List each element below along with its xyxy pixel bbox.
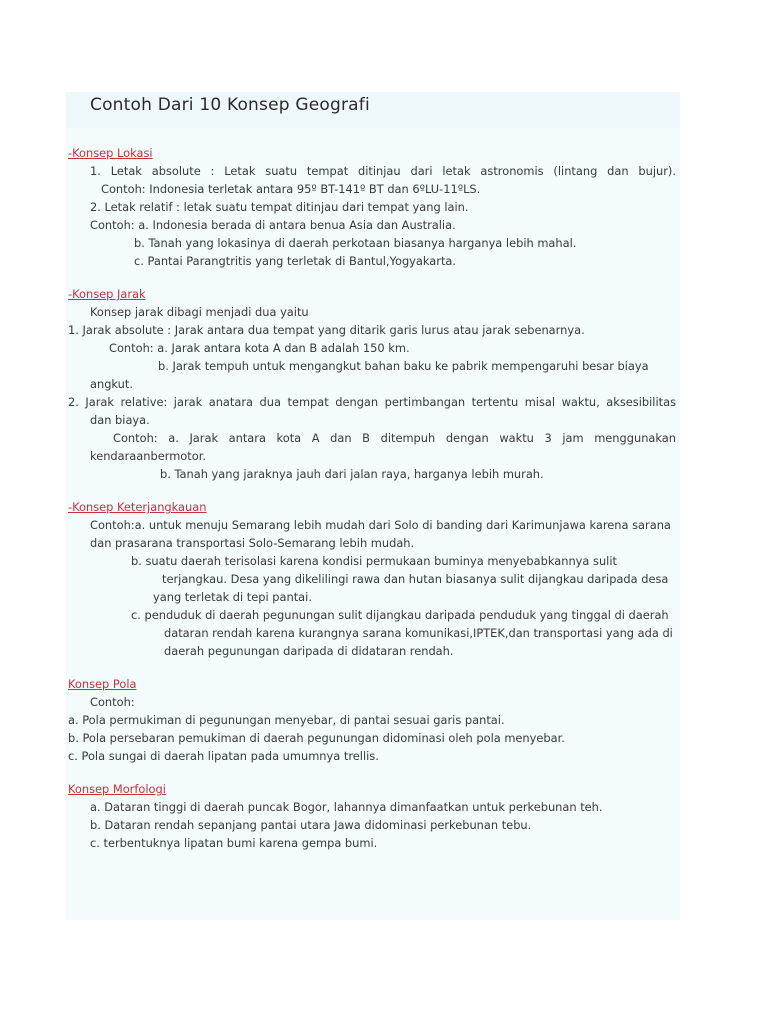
keterjangkauan-line-3: b. suatu daerah terisolasi karena kondisi permukaan buminya menyebabkannya sulit	[131, 554, 617, 568]
document-title: Contoh Dari 10 Konsep Geografi	[90, 95, 370, 115]
heading-konsep-pola: Konsep Pola	[68, 677, 137, 691]
jarak-line-5: angkut.	[90, 377, 133, 391]
morfologi-line-2: b. Dataran rendah sepanjang pantai utara Jawa didominasi perkebunan tebu.	[90, 818, 532, 832]
keterjangkauan-line-5: yang terletak di tepi pantai.	[153, 590, 312, 604]
jarak-line-3: Contoh: a. Jarak antara kota A dan B adalah 150 km.	[109, 341, 410, 355]
pola-line-4: c. Pola sungai di daerah lipatan pada umumnya trellis.	[68, 749, 379, 763]
keterjangkauan-line-6: c. penduduk di daerah pegunungan sulit dijangkau daripada penduduk yang tinggal di daerah	[131, 608, 669, 622]
keterjangkauan-line-8: daerah pegunungan daripada di didataran rendah.	[164, 644, 454, 658]
jarak-line-10: b. Tanah yang jaraknya jauh dari jalan raya, harganya lebih murah.	[160, 467, 544, 481]
pola-line-1: Contoh:	[90, 695, 135, 709]
jarak-line-7: dan biaya.	[90, 413, 150, 427]
heading-konsep-lokasi: -Konsep Lokasi	[68, 146, 153, 160]
heading-konsep-keterjangkauan: -Konsep Keterjangkauan	[68, 500, 207, 514]
lokasi-line-6: c. Pantai Parangtritis yang terletak di Bantul,Yogyakarta.	[134, 254, 457, 268]
keterjangkauan-line-4: terjangkau. Desa yang dikelilingi rawa dan hutan biasanya sulit dijangkau daripada desa	[162, 572, 669, 586]
keterjangkauan-line-2: dan prasarana transportasi Solo-Semarang lebih mudah.	[90, 536, 415, 550]
jarak-line-2: 1. Jarak absolute : Jarak antara dua tempat yang ditarik garis lurus atau jarak sebenarnya.	[68, 323, 585, 337]
pola-line-3: b. Pola persebaran pemukiman di daerah pegunungan didominasi oleh pola menyebar.	[68, 731, 565, 745]
pola-line-2: a. Pola permukiman di pegunungan menyebar, di pantai sesuai garis pantai.	[68, 713, 505, 727]
morfologi-line-3: c. terbentuknya lipatan bumi karena gempa bumi.	[90, 836, 378, 850]
keterjangkauan-line-1: Contoh:a. untuk menuju Semarang lebih mudah dari Solo di banding dari Karimunjawa karena sarana	[90, 518, 671, 532]
lokasi-line-5: b. Tanah yang lokasinya di daerah perkotaan biasanya harganya lebih mahal.	[134, 236, 577, 250]
jarak-line-1: Konsep jarak dibagi menjadi dua yaitu	[90, 305, 309, 319]
heading-konsep-jarak: -Konsep Jarak	[68, 287, 146, 301]
jarak-line-9: kendaraanbermotor.	[90, 449, 206, 463]
jarak-line-8: Contoh: a. Jarak antara kota A dan B ditempuh dengan waktu 3 jam menggunakan	[113, 431, 676, 445]
heading-konsep-morfologi: Konsep Morfologi	[68, 782, 166, 796]
lokasi-line-2: Contoh: Indonesia terletak antara 95º BT-141º BT dan 6ºLU-11ºLS.	[101, 182, 481, 196]
lokasi-line-1: 1. Letak absolute : Letak suatu tempat ditinjau dari letak astronomis (lintang dan bujur).	[90, 164, 676, 178]
jarak-line-6: 2. Jarak relative: jarak anatara dua tempat dengan pertimbangan tertentu misal waktu, aksesibilitas	[68, 395, 676, 409]
lokasi-line-4: Contoh: a. Indonesia berada di antara benua Asia dan Australia.	[90, 218, 456, 232]
jarak-line-4: b. Jarak tempuh untuk mengangkut bahan baku ke pabrik mempengaruhi besar biaya	[158, 359, 649, 373]
morfologi-line-1: a. Dataran tinggi di daerah puncak Bogor, lahannya dimanfaatkan untuk perkebunan teh.	[90, 800, 603, 814]
lokasi-line-3: 2. Letak relatif : letak suatu tempat ditinjau dari tempat yang lain.	[90, 200, 469, 214]
keterjangkauan-line-7: dataran rendah karena kurangnya sarana komunikasi,IPTEK,dan transportasi yang ada di	[164, 626, 673, 640]
